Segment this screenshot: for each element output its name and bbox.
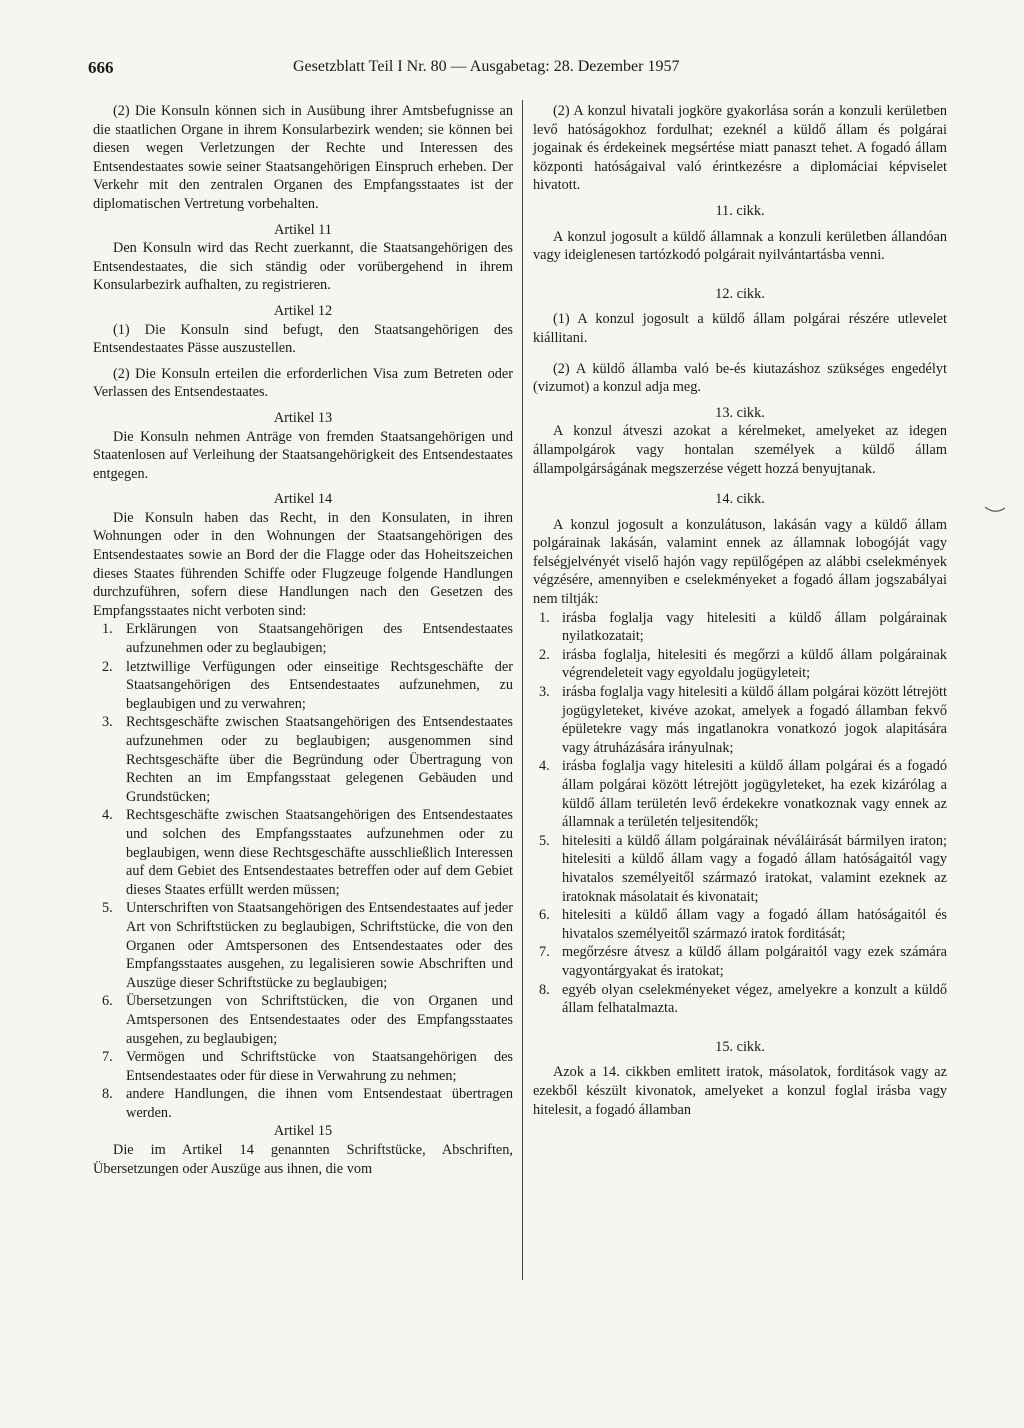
list-item — [93, 899, 513, 992]
list-item-text: letztwillige Verfügungen oder einseitige Rechtsgeschäfte der Staatsangehörigen des Entsendestaates aufzunehmen, zu beglaubigen und zu verwahren; — [126, 658, 513, 712]
article-11-text: Den Konsuln wird das Recht zuerkannt, die Staatsangehörigen des Entsendestaates, die sich ständig oder vorübergehend in ihrem Konsularbezirk aufhalten, zu registrieren. — [93, 240, 513, 294]
cikk-12-paragraph-2: (2) A küldő államba való be-és kiutazáshoz szükséges engedélyt (vizumot) a konzul adja meg. — [533, 360, 947, 396]
article-13-heading: Artikel 13 — [273, 409, 333, 426]
list-item — [533, 646, 947, 683]
list-item — [533, 832, 947, 906]
article-11-heading: Artikel 11 — [274, 221, 332, 238]
list-item-text: Unterschriften von Staatsangehörigen des Entsendestaates auf jeder Art von Schriftstücken zu beglaubigen, Schriftstücke, die von den Organen oder Amtspersonen des Entsendestaates oder des Empfangsstaates ausgehen, zu legalisieren sowie Abschriften und Auszüge dieser Schriftstücke zu beglaubigen; — [126, 900, 513, 991]
article-14-heading: Artikel 14 — [273, 491, 333, 508]
list-item-number: 7. — [539, 944, 550, 961]
cikk-14-intro: A konzul jogosult a konzulátuson, lakásán vagy a küldő állam polgárainak lakásán, valamint ennek az államnak lobogóját vagy felségjelvényét viselő hajón vagy repülőgépen az alábbi cselekmények végzésére, amennyiben e cselekményeket a fogadó állam jogszabályai nem tiltják: — [533, 516, 947, 608]
list-item-text: Rechtsgeschäfte zwischen Staatsangehörigen des Entsendestaates und solchen des Empfangsstaates aufzunehmen oder zu beglaubigen, wenn diese Rechtsgeschäfte ausschließlich Interessen auf dem Gebiet des Entsendestaates betreffen oder auf dem Gebiet dieses Staates erfüllt werden müssen; — [126, 807, 513, 898]
list-item-number: 5. — [539, 832, 550, 849]
list-item-text: Übersetzungen von Schriftstücken, die von Organen und Amtspersonen des Entsendestaates oder des Empfangsstaates ausgehen, zu beglaubigen; — [126, 993, 513, 1047]
list-item-text: hitelesiti a küldő állam polgárainak néváláirását bármilyen iraton; hitelesiti a küldő állam vagy a fogadó állam hatóságaitól vagy hivatalos személyeitől származó iratokat, valamint ezeknek az iratoknak másolatait és kivonatait; — [562, 832, 947, 905]
list-item-number: 1. — [102, 621, 113, 638]
list-item — [93, 620, 513, 657]
list-item-number: 4. — [102, 807, 113, 824]
list-item — [533, 609, 947, 646]
list-item — [533, 683, 947, 757]
list-item-text: irásba foglalja vagy hitelesiti a küldő állam polgárai és a fogadó állam polgárai között létrejött jogügyleteket, ha ezek kizárólag a küldő állam területén levő érdekekre vonatkoznak vagy ennek az államnak a területén teljesitendők; — [562, 758, 947, 831]
cikk-10-paragraph-2: (2) A konzul hivatali jogköre gyakorlása során a konzuli kerületben levő hatóságokhoz fordulhat; ezeknél a küldő állam és polgárai jogainak és érdekeinek megsértése miatt panaszt tehet. A fogadó állam központi hatóságaival való érintkezésre a diplomáciai képviselet hivatott. — [533, 103, 947, 194]
list-item-number: 1. — [539, 609, 550, 626]
list-item-number: 3. — [102, 714, 113, 731]
list-item-number: 6. — [539, 907, 550, 924]
margin-mark-icon — [984, 506, 1006, 514]
cikk-13-text: A konzul átveszi azokat a kérelmeket, amelyeket az idegen állampolgárok vagy hontalan személyek a küldő állam állampolgárságának megszerzése végett hozzá benyujtanak. — [533, 423, 947, 477]
cikk-15-heading: 15. cikk. — [715, 1038, 765, 1055]
cikk-13-heading: 13. cikk. — [715, 404, 765, 421]
article-12-paragraph-1: (1) Die Konsuln sind befugt, den Staatsangehörigen des Entsendestaates Pässe auszustellen. — [93, 321, 513, 357]
list-item-text: Rechtsgeschäfte zwischen Staatsangehörigen des Entsendestaates aufzunehmen oder zu beglaubigen; ausgenommen sind Rechtsgeschäfte über die Begründung oder Übertragung von Rechten an im Empfangsstaat gelegenen Gebäuden und Grundstücken; — [126, 714, 513, 805]
cikk-12-heading: 12. cikk. — [715, 285, 765, 302]
list-item-text: irásba foglalja, hitelesiti és megőrzi a küldő állam polgárainak végrendeleteit vagy egyoldalu jogügyleteit; — [562, 646, 947, 682]
german-column — [93, 102, 513, 1178]
cikk-11-text: A konzul jogosult a küldő államnak a konzuli kerületben állandóan vagy ideiglenesen tartózkodó polgárait nyilvántartásba venni. — [533, 228, 947, 264]
cikk-11-heading: 11. cikk. — [715, 202, 765, 219]
list-item-text: egyéb olyan cselekményeket végez, amelyekre a konzult a küldő állam felhatalmazta. — [562, 981, 947, 1017]
list-item — [533, 943, 947, 980]
cikk-14-heading: 14. cikk. — [715, 491, 765, 508]
list-item-text: Erklärungen von Staatsangehörigen des Entsendestaates aufzunehmen oder zu beglaubigen; — [126, 621, 513, 657]
article-14-list — [93, 620, 513, 1122]
list-item — [93, 992, 513, 1048]
article-14-intro: Die Konsuln haben das Recht, in den Konsulaten, in ihren Wohnungen oder in den Wohnungen der Staatsangehörigen des Entsendestaates sowie an Bord der die Flagge oder das Hoheitszeichen dieses Staates führenden Schiffe oder Flugzeuge folgende Handlungen durchzuführen, sofern diese Handlungen nach den Gesetzen des Empfangsstaates nicht verboten sind: — [93, 509, 513, 619]
list-item-text: irásba foglalja vagy hitelesiti a küldő állam polgárai között létrejött jogügyleteket, kivéve azokat, amelyek a fogadó államban fekvő épületekre vagy más ingatlanokra vonatkozó jogok alapitására vagy átruházására irányulnak; — [562, 684, 947, 756]
page-header — [88, 58, 948, 82]
article-12-paragraph-2: (2) Die Konsuln erteilen die erforderlichen Visa zum Betreten oder Verlassen des Entsendestaates. — [93, 365, 513, 401]
list-item — [93, 806, 513, 899]
article-15-text: Die im Artikel 14 genannten Schriftstücke, Abschriften, Übersetzungen oder Auszüge aus ihnen, die vom — [93, 1142, 513, 1177]
page-number: 666 — [88, 58, 114, 77]
list-item-number: 3. — [539, 684, 550, 701]
column-divider — [522, 100, 523, 1280]
cikk-15-text: Azok a 14. cikkben emlitett iratok, másolatok, forditások vagy az ezekből készült kivonatok, amelyeket a konzul foglal irásba vagy hitelesit, a fogadó államban — [533, 1064, 947, 1118]
list-item-text: hitelesiti a küldő állam vagy a fogadó állam hatóságaitól és hivatalos személyeitől származó iratok forditását; — [562, 907, 947, 942]
list-item-text: andere Handlungen, die ihnen vom Entsendestaat übertragen werden. — [126, 1086, 513, 1121]
cikk-12-paragraph-1: (1) A konzul jogosult a küldő állam polgárai részére utlevelet kiállitani. — [533, 311, 947, 346]
list-item-text: irásba foglalja vagy hitelesiti a küldő állam polgárainak nyilatkozatait; — [562, 609, 947, 645]
article-10-paragraph-2: (2) Die Konsuln können sich in Ausübung ihrer Amtsbefugnisse an die staatlichen Organe in ihrem Konsularbezirk wenden; sie können bei diesen wegen Verletzungen der Rechte und Interessen des Entsendestaates sowie seiner Staatsangehörigen Einspruch erheben. Der Verkehr mit den zentralen Organen des Empfangsstaates ist der diplomatischen Vertretung vorbehalten. — [93, 103, 513, 212]
running-title: Gesetzblatt Teil I Nr. 80 — Ausgabetag: 28. Dezember 1957 — [293, 58, 680, 75]
hungarian-column — [533, 102, 947, 1119]
list-item-number: 6. — [102, 993, 113, 1010]
list-item — [533, 906, 947, 943]
list-item-number: 4. — [539, 758, 550, 775]
list-item — [533, 757, 947, 831]
list-item-text: Vermögen und Schriftstücke von Staatsangehörigen des Entsendestaates oder für diese in Verwahrung zu nehmen; — [126, 1049, 513, 1084]
list-item — [533, 981, 947, 1018]
list-item-number: 2. — [102, 658, 113, 675]
list-item-number: 5. — [102, 900, 113, 917]
list-item-text: megőrzésre átvesz a küldő állam polgáraitól vagy ezek számára vagyontárgyakat és iratokat; — [562, 944, 947, 979]
article-12-heading: Artikel 12 — [273, 302, 333, 319]
list-item-number: 2. — [539, 646, 550, 663]
list-item-number: 8. — [539, 981, 550, 998]
list-item — [93, 658, 513, 714]
cikk-14-list — [533, 609, 947, 1018]
article-13-text: Die Konsuln nehmen Anträge von fremden Staatsangehörigen und Staatenlosen auf Verleihung der Staatsangehörigkeit des Entsendestaates entgegen. — [93, 428, 513, 482]
list-item — [93, 1048, 513, 1085]
list-item — [93, 1085, 513, 1122]
article-15-heading: Artikel 15 — [273, 1123, 333, 1140]
list-item-number: 7. — [102, 1049, 113, 1066]
list-item — [93, 713, 513, 806]
list-item-number: 8. — [102, 1086, 113, 1103]
